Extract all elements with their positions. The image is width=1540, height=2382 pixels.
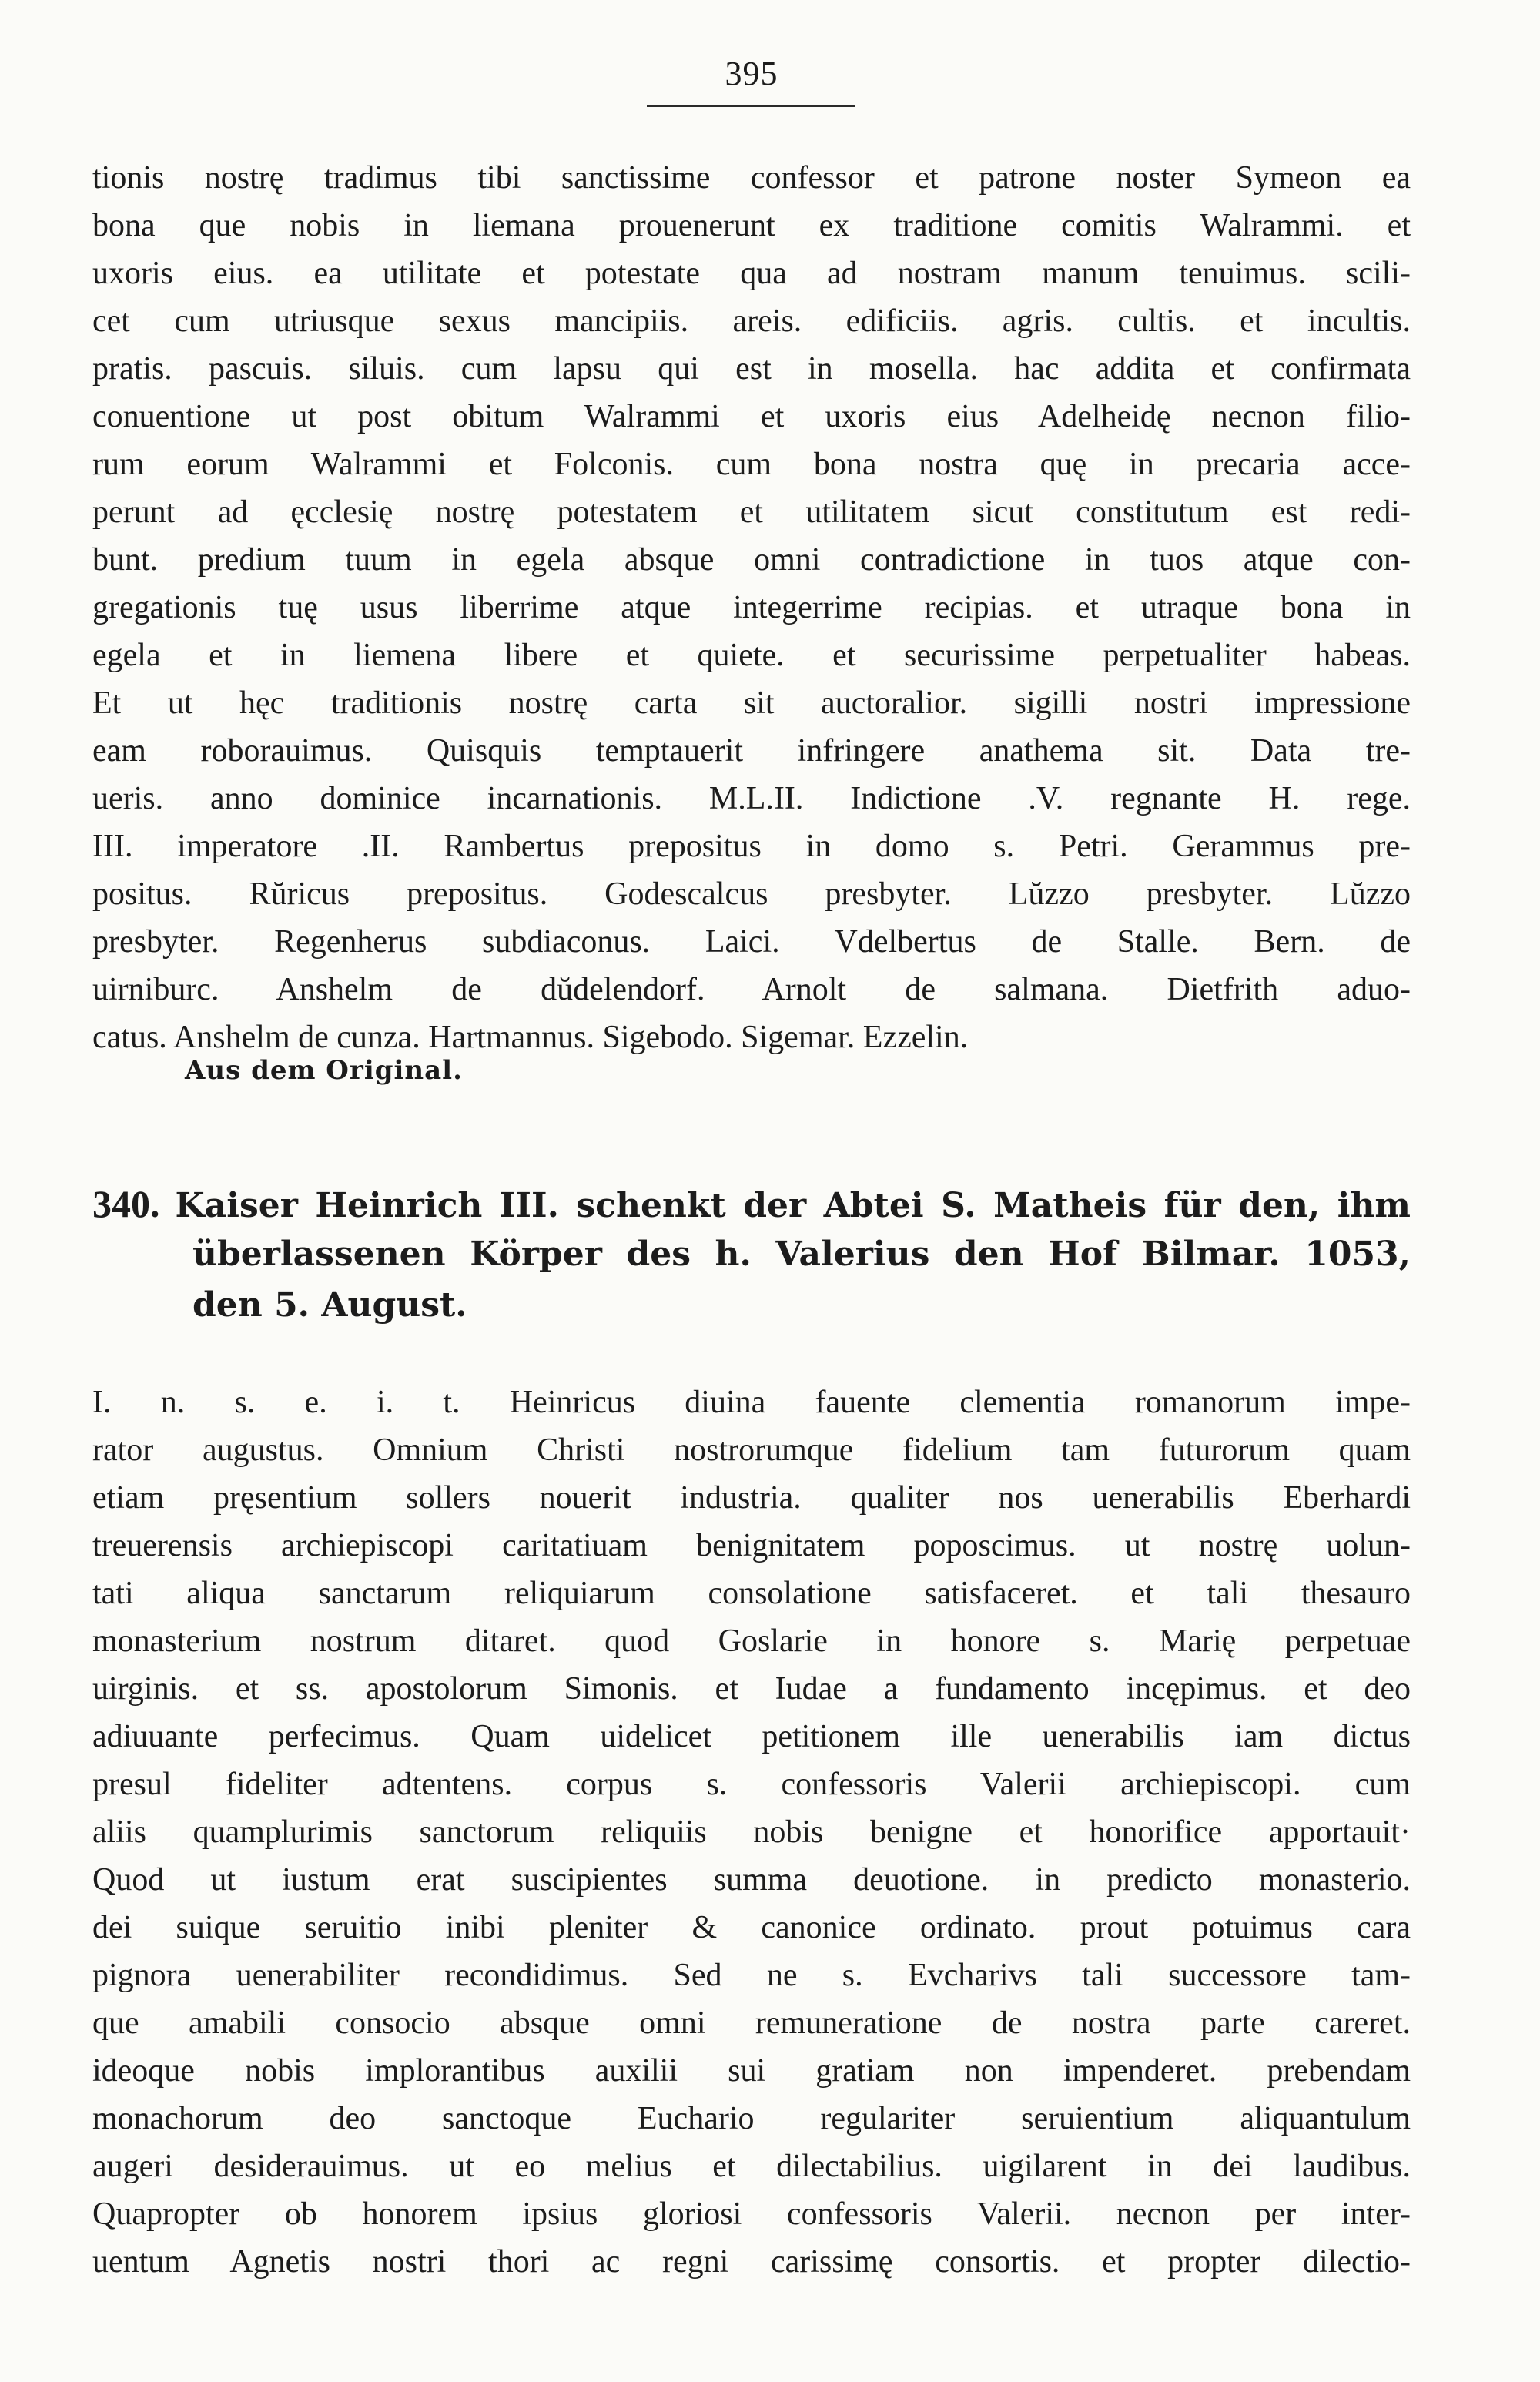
text-line: ideoque nobis implorantibus auxilii sui gratiam non impenderet. prebendam xyxy=(92,2053,1411,2089)
text-line: Et ut hęc traditionis nostrę carta sit auctoralior. sigilli nostri impressione xyxy=(92,685,1411,721)
text-line: positus. Rŭricus prepositus. Godescalcus presbyter. Lŭzzo presbyter. Lŭzzo xyxy=(92,876,1411,912)
text-line: conuentione ut post obitum Walrammi et uxoris eius Adelheidę necnon filio- xyxy=(92,399,1411,434)
text-line: catus. Anshelm de cunza. Hartmannus. Sigebodo. Sigemar. Ezzelin. xyxy=(92,1020,969,1055)
page-number-rule xyxy=(647,105,855,107)
text-line: rator augustus. Omnium Christi nostrorumque fidelium tam futurorum quam xyxy=(92,1432,1411,1468)
source-note: Aus dem Original. xyxy=(185,1055,463,1086)
text-line: treuerensis archiepiscopi caritatiuam benignitatem poposcimus. ut nostrę uolun- xyxy=(92,1528,1411,1563)
document-body xyxy=(92,1379,1411,2286)
text-line: etiam pręsentium sollers nouerit industria. qualiter nos uenerabilis Eberhardi xyxy=(92,1480,1411,1516)
text-line: eam roborauimus. Quisquis temptauerit infringere anathema sit. Data tre- xyxy=(92,733,1411,769)
heading-line xyxy=(92,1178,1411,1229)
text-line: tati aliqua sanctarum reliquiarum consolatione satisfaceret. et tali thesauro xyxy=(92,1576,1411,1611)
document-heading xyxy=(92,1178,1411,1331)
page-number: 395 xyxy=(725,55,778,92)
text-line: bunt. predium tuum in egela absque omni contradictione in tuos atque con- xyxy=(92,542,1411,578)
heading-text: Kaiser Heinrich III. schenkt der Abtei S. Matheis für den, ihm xyxy=(175,1186,1411,1225)
text-line: rum eorum Walrammi et Folconis. cum bona nostra quę in precaria acce- xyxy=(92,447,1411,482)
text-line: III. imperatore .II. Rambertus prepositus in domo s. Petri. Gerammus pre- xyxy=(92,829,1411,864)
text-line: que amabili consocio absque omni remuneratione de nostra parte careret. xyxy=(92,2005,1411,2041)
text-line: adiuuante perfecimus. Quam uidelicet petitionem ille uenerabilis iam dictus xyxy=(92,1719,1411,1754)
text-line: bona que nobis in liemana prouenerunt ex traditione comitis Walrammi. et xyxy=(92,208,1411,243)
text-line: monachorum deo sanctoque Euchario regulariter seruientium aliquantulum xyxy=(92,2101,1411,2136)
document-page xyxy=(92,0,1411,2382)
text-line: ueris. anno dominice incarnationis. M.L.II. Indictione .V. regnante H. rege. xyxy=(92,781,1411,816)
text-line: presbyter. Regenherus subdiaconus. Laici. Vdelbertus de Stalle. Bern. de xyxy=(92,924,1411,960)
text-line: pignora uenerabiliter recondidimus. Sed ne s. Evcharivs tali successore tam- xyxy=(92,1958,1411,1993)
text-line: egela et in liemena libere et quiete. et securissime perpetualiter habeas. xyxy=(92,638,1411,673)
text-line: Quapropter ob honorem ipsius gloriosi confessoris Valerii. necnon per inter- xyxy=(92,2196,1411,2232)
text-line: tionis nostrę tradimus tibi sanctissime confessor et patrone noster Symeon ea xyxy=(92,160,1411,196)
heading-line: den 5. August. xyxy=(192,1285,467,1325)
text-line: uentum Agnetis nostri thori ac regni carissimę consortis. et propter dilectio- xyxy=(92,2244,1411,2280)
text-line: uxoris eius. ea utilitate et potestate qua ad nostram manum tenuimus. scili- xyxy=(92,256,1411,291)
continuation-text xyxy=(92,154,1411,1061)
text-line: uirniburc. Anshelm de dŭdelendorf. Arnolt de salmana. Dietfrith aduo- xyxy=(92,972,1411,1007)
text-line: cet cum utriusque sexus mancipiis. areis. edificiis. agris. cultis. et incultis. xyxy=(92,303,1411,339)
text-line: perunt ad ęcclesię nostrę potestatem et utilitatem sicut constitutum est redi- xyxy=(92,494,1411,530)
text-line: aliis quamplurimis sanctorum reliquiis nobis benigne et honorifice apportauit· xyxy=(92,1814,1411,1850)
text-line: gregationis tuę usus liberrime atque integerrime recipias. et utraque bona in xyxy=(92,590,1411,625)
text-line: augeri desiderauimus. ut eo melius et dilectabilius. uigilarent in dei laudibus. xyxy=(92,2149,1411,2184)
text-line: pratis. pascuis. siluis. cum lapsu qui est in mosella. hac addita et confirmata xyxy=(92,351,1411,387)
text-line: uirginis. et ss. apostolorum Simonis. et Iudae a fundamento incępimus. et deo xyxy=(92,1671,1411,1707)
text-line: I. n. s. e. i. t. Heinricus diuina fauente clementia romanorum impe- xyxy=(92,1385,1411,1420)
text-line: presul fideliter adtentens. corpus s. confessoris Valerii archiepiscopi. cum xyxy=(92,1767,1411,1802)
text-line: monasterium nostrum ditaret. quod Goslarie in honore s. Marię perpetuae xyxy=(92,1623,1411,1659)
text-line: Quod ut iustum erat suscipientes summa deuotione. in predicto monasterio. xyxy=(92,1862,1411,1898)
document-number: 340. xyxy=(92,1182,160,1225)
heading-line: überlassenen Körper des h. Valerius den Hof Bilmar. 1053, xyxy=(192,1235,1411,1274)
text-line: dei suique seruitio inibi pleniter & canonice ordinato. prout potuimus cara xyxy=(92,1910,1411,1945)
